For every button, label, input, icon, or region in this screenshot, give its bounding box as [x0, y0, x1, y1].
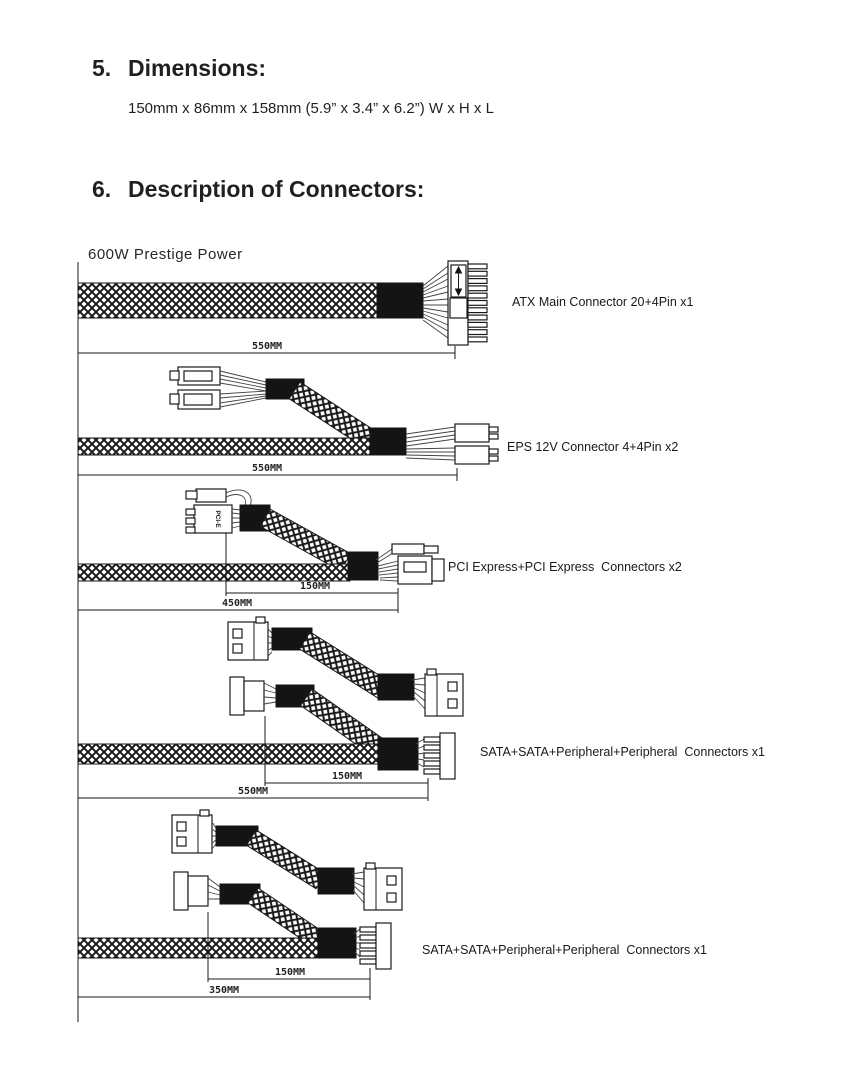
diagram-title: 600W Prestige Power	[88, 246, 243, 263]
section-number: 5.	[92, 55, 112, 81]
wire-fan	[264, 683, 276, 704]
section-title: Dimensions:	[128, 55, 267, 81]
pcie-label: PCI-E	[214, 510, 221, 528]
peripheral-connector-left	[172, 810, 212, 853]
black-band	[318, 928, 356, 958]
dimension-label: 550MM	[251, 463, 283, 474]
black-band	[318, 868, 354, 894]
latch-arrow-icon	[450, 265, 467, 318]
dimension-label: 150MM	[274, 967, 306, 978]
braid-sleeve	[78, 438, 372, 455]
wire-fan	[406, 427, 455, 460]
wire-fan	[268, 629, 272, 656]
diagonal-braid	[260, 509, 350, 571]
wire-fan	[212, 822, 216, 849]
black-band	[378, 674, 414, 700]
cable-label: EPS 12V Connector 4+4Pin x2	[507, 440, 679, 454]
dimension-label: 350MM	[208, 985, 240, 996]
wire-fan	[423, 266, 448, 338]
braid-sleeve	[78, 564, 350, 581]
sata-connector-end	[360, 923, 391, 969]
dimension-350	[78, 985, 370, 997]
eps-plug-4	[455, 446, 498, 464]
dimension-label: 150MM	[299, 581, 331, 592]
wire-fan	[232, 509, 240, 528]
braid-sleeve	[78, 938, 318, 958]
pcie-connector	[186, 505, 232, 533]
cable-pcie	[78, 489, 682, 613]
black-band	[378, 738, 418, 770]
peripheral-connector-left	[228, 617, 268, 660]
dimension-label: 550MM	[251, 341, 283, 352]
cable-label: SATA+SATA+Peripheral+Peripheral Connectors x1	[480, 745, 765, 759]
eps-plug-2	[170, 390, 220, 409]
dimension-450	[78, 598, 398, 610]
cable-label: ATX Main Connector 20+4Pin x1	[512, 295, 694, 309]
peripheral-connector-right	[425, 669, 463, 716]
section-number: 6.	[92, 176, 112, 202]
pcie-sense-plug	[186, 489, 226, 502]
dimensions-text: 150mm x 86mm x 158mm (5.9” x 3.4” x 6.2”) W x H x L	[128, 100, 494, 117]
dimension-label: 450MM	[221, 598, 253, 609]
cable-sata-1	[78, 617, 765, 801]
dimension-550	[78, 463, 457, 481]
black-band	[377, 283, 423, 318]
wire-fan	[208, 878, 220, 899]
sata-connector-end	[424, 733, 455, 779]
cable-sata-2	[78, 810, 707, 1000]
black-band	[370, 428, 406, 455]
braid-sleeve	[78, 744, 378, 764]
dimension-550	[78, 341, 455, 359]
cable-atx	[78, 261, 694, 359]
dimension-label: 550MM	[237, 786, 269, 797]
eps-plug-3	[455, 424, 498, 442]
diagonal-braid	[246, 830, 325, 889]
pcie-sense-plug-end	[392, 544, 438, 554]
section-title: Description of Connectors:	[128, 176, 425, 202]
pcie-plug-end	[398, 556, 444, 584]
atx-connector	[448, 261, 487, 345]
dimension-550	[78, 786, 428, 798]
sata-connector-left	[230, 677, 264, 715]
cable-label: SATA+SATA+Peripheral+Peripheral Connectors x1	[422, 943, 707, 957]
loop-wires	[226, 490, 251, 506]
peripheral-connector-right	[364, 863, 402, 910]
cable-label: PCI Express+PCI Express Connectors x2	[448, 560, 682, 574]
cable-eps	[78, 367, 678, 481]
eps-plug-1	[170, 367, 220, 385]
wire-fan	[220, 371, 266, 407]
braid-sleeve	[78, 283, 377, 318]
sata-connector-left	[174, 872, 208, 910]
dimension-label: 150MM	[331, 771, 363, 782]
black-band	[348, 552, 378, 580]
